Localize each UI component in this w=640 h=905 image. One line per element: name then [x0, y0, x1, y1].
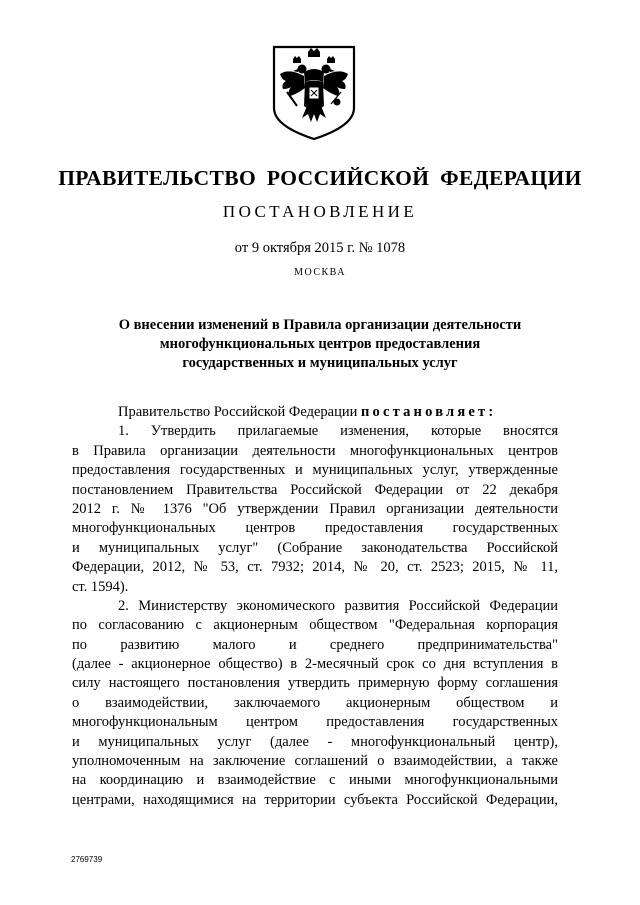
document-subject: [90, 316, 550, 373]
body-line: в Правила организации деятельности многофункциональных центров: [72, 442, 558, 459]
body-line: (далее - акционерное общество) в 2-месячный срок со дня вступления в: [72, 656, 558, 673]
document-code: 2769739: [71, 855, 103, 864]
body-line: о взаимодействии, заключаемого акционерным обществом и: [72, 694, 558, 711]
government-title: ПРАВИТЕЛЬСТВО РОССИЙСКОЙ ФЕДЕРАЦИИ: [58, 166, 582, 190]
preamble-text: Правительство Российской Федерации: [118, 404, 361, 420]
city-name: МОСКВА: [294, 267, 346, 278]
subject-line: государственных и муниципальных услуг: [182, 355, 458, 371]
preamble: [72, 403, 558, 422]
document-body: [72, 403, 558, 810]
body-line: центрами, находящимися на территории субъекта Российской Федерации,: [72, 791, 558, 808]
body-line: по развитию малого и среднего предпринимательства": [72, 636, 558, 653]
body-line: многофункциональным центром предоставления государственных: [72, 714, 558, 731]
coat-of-arms-emblem: [271, 44, 357, 142]
body-line: предоставления государственных и муниципальных услуг, утвержденные: [72, 462, 558, 479]
body-line: 2012 г. № 1376 "Об утверждении Правил организации деятельности: [72, 500, 558, 517]
date-number-line: от 9 октября 2015 г. № 1078: [234, 240, 406, 256]
body-line: 1. Утвердить прилагаемые изменения, которые вносятся: [118, 423, 558, 440]
body-line: и муниципальных услуг" (Собрание законодательства Российской: [72, 539, 558, 556]
body-line: 2. Министерству экономического развития Российской Федерации: [118, 597, 558, 614]
subject-line: О внесении изменений в Правила организации деятельности: [118, 317, 522, 333]
body-line: Федерации, 2012, № 53, ст. 7932; 2014, № 20, ст. 2523; 2015, № 11,: [72, 559, 558, 576]
body-line: на координацию и взаимодействие с иными многофункциональными: [72, 772, 558, 789]
preamble-emphasis: постановляет:: [360, 404, 497, 420]
document-type: ПОСТАНОВЛЕНИЕ: [222, 202, 418, 221]
body-line: уполномоченным на заключение соглашений о взаимодействии, а также: [72, 753, 558, 770]
body-line: многофункциональных центров предоставления государственных: [72, 520, 558, 537]
body-line: постановлением Правительства Российской Федерации от 22 декабря: [72, 481, 558, 498]
body-line: и муниципальных услуг (далее - многофункциональный центр),: [72, 733, 558, 750]
body-line: силу настоящего постановления утвердить примерную форму соглашения: [72, 675, 558, 692]
subject-line: многофункциональных центров предоставления: [159, 336, 481, 352]
body-line: ст. 1594).: [72, 578, 129, 595]
body-line: по согласованию с акционерным обществом "Федеральная корпорация: [72, 617, 558, 634]
